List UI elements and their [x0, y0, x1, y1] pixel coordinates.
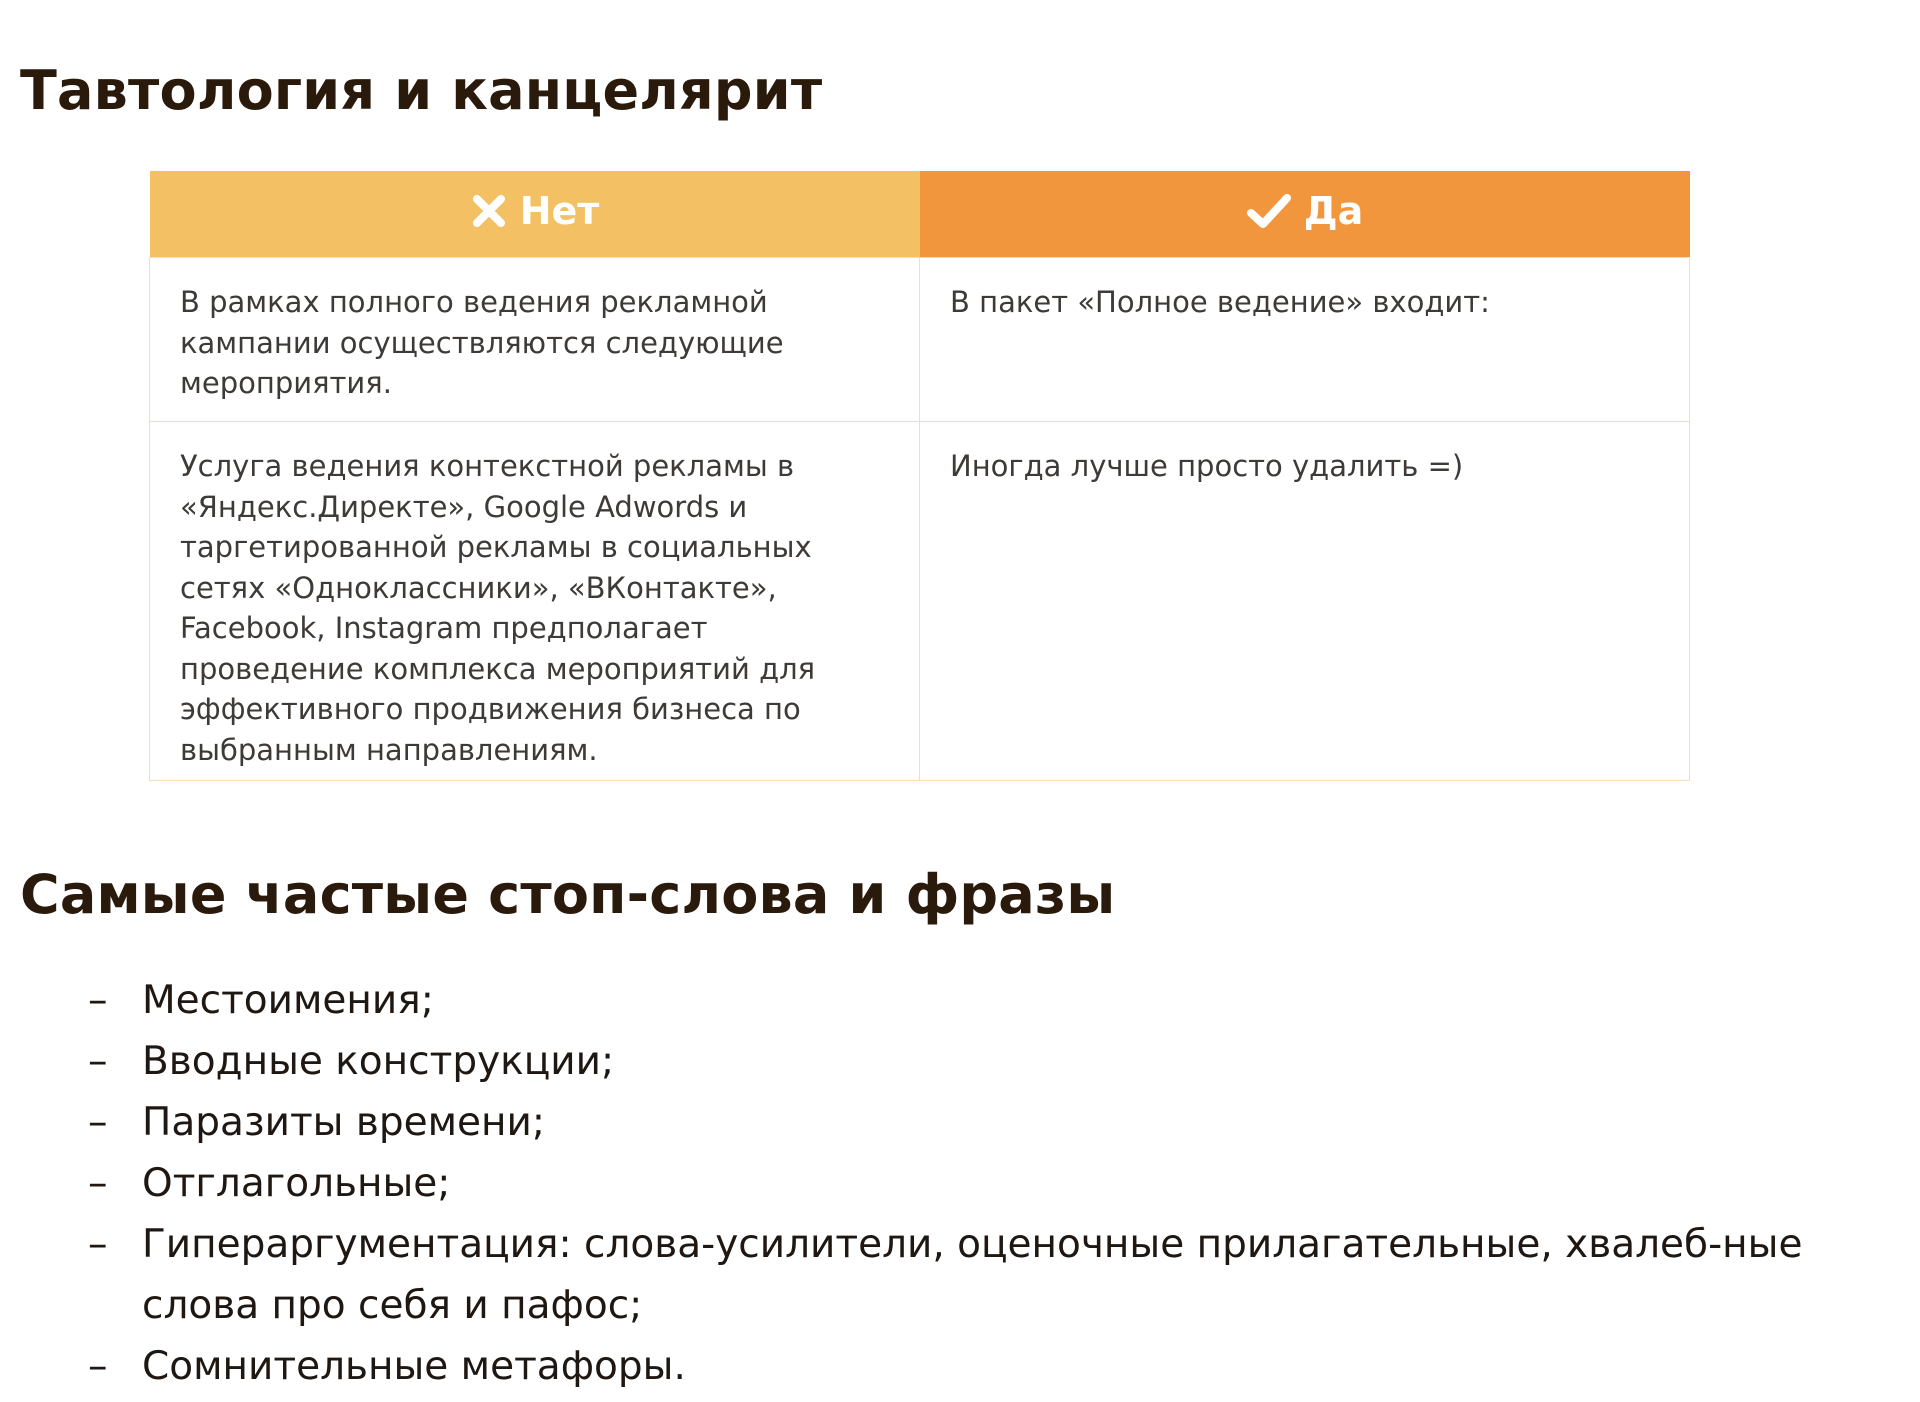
cell-no: В рамках полного ведения рекламной кампании осуществляются следующие мероприятия.: [150, 258, 920, 422]
section-title-stopwords: Самые частые стоп-слова и фразы: [20, 863, 1116, 926]
header-no: [150, 171, 920, 258]
list-item: [0, 1031, 1920, 1092]
list-item-text: Местоимения;: [142, 978, 434, 1023]
list-dash: –: [88, 1039, 108, 1084]
list-item: [0, 970, 1920, 1031]
list-item-text: Сомнительные метафоры.: [142, 1344, 686, 1389]
list-item-text: Паразиты времени;: [142, 1100, 546, 1145]
cell-yes: Иногда лучше просто удалить =): [920, 422, 1690, 781]
table-row: [150, 258, 1690, 422]
list-dash: –: [88, 1100, 108, 1145]
list-item-text: Вводные конструкции;: [142, 1039, 615, 1084]
table-row: [150, 422, 1690, 781]
list-dash: –: [88, 978, 108, 1023]
list-item: [0, 1092, 1920, 1153]
header-yes-label: Да: [1303, 189, 1364, 233]
header-no-label: Нет: [519, 189, 600, 233]
cell-no: Услуга ведения контекстной рекламы в «Яндекс.Директе», Google Adwords и таргетированной рекламы в социальных сетях «Одноклассники», «ВКонтакте», Facebook, Instagram предполагает проведение комплекса мероприятий для эффективного продвижения бизнеса по выбранным направлениям.: [150, 422, 920, 781]
list-dash: –: [88, 1222, 108, 1267]
cell-yes: В пакет «Полное ведение» входит:: [920, 258, 1690, 422]
table-header-row: [150, 171, 1690, 258]
cross-icon: [470, 192, 508, 230]
header-yes: [920, 171, 1690, 258]
list-dash: –: [88, 1161, 108, 1206]
list-item-text: Отглагольные;: [142, 1161, 451, 1206]
list-item: [0, 1336, 1920, 1397]
list-item-text: Гипераргументация: слова-усилители, оценочные прилагательные, хвалеб-ные слова про себя и пафос;: [142, 1222, 1803, 1328]
stopwords-list: [0, 970, 1920, 1397]
list-dash: –: [88, 1344, 108, 1389]
section-title-tautology: Тавтология и канцелярит: [20, 59, 823, 122]
comparison-table: [149, 171, 1690, 781]
list-item: [0, 1214, 1920, 1336]
list-item: [0, 1153, 1920, 1214]
check-icon: [1246, 192, 1292, 230]
